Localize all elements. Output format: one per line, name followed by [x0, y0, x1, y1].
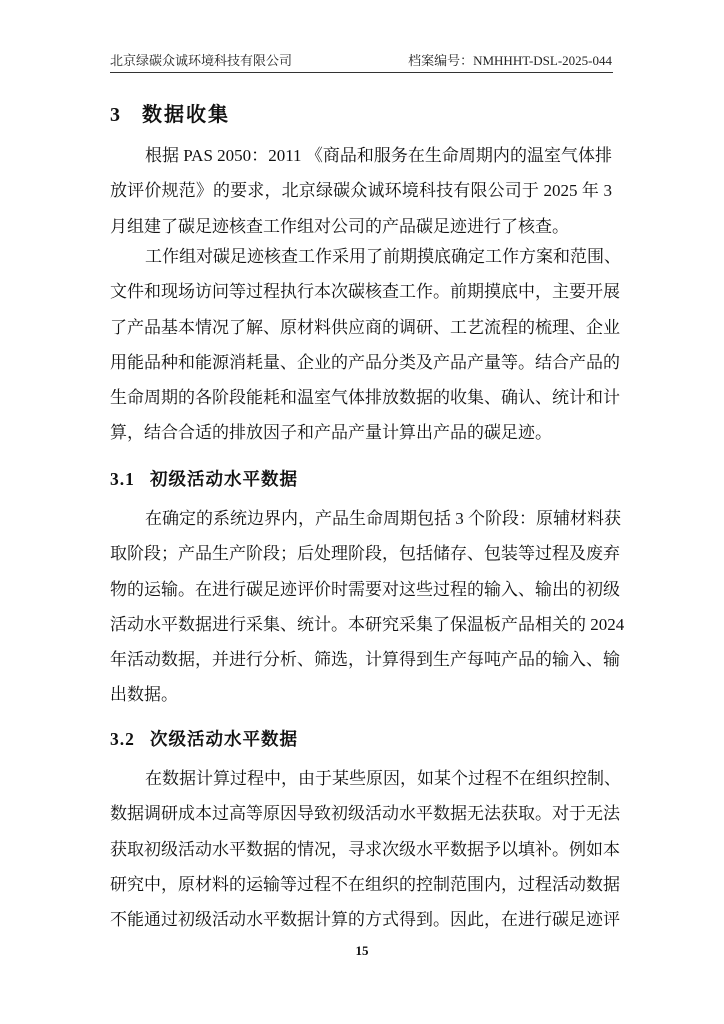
- section-number: 3.2: [110, 729, 135, 749]
- text-line: 算，结合合适的排放因子和产品产量计算出产品的碳足迹。: [110, 423, 552, 443]
- section-title: 初级活动水平数据: [150, 469, 298, 489]
- paragraph-4: [110, 761, 621, 937]
- section-title: 数据收集: [142, 104, 230, 126]
- text-line: 放评价规范》的要求，北京绿碳众诚环境科技有限公司于 2025 年 3: [110, 181, 612, 201]
- text-line: 在数据计算过程中，由于某些原因，如某个过程不在组织控制、: [145, 769, 621, 788]
- text-line: 物的运输。在进行碳足迹评价时需要对这些过程的输入、输出的初级: [110, 579, 620, 599]
- paragraph-2: [110, 239, 621, 451]
- text-line: 获取初级活动水平数据的情况，寻求次级水平数据予以填补。例如本: [110, 839, 620, 859]
- text-line: 生命周期的各阶段能耗和温室气体排放数据的收集、确认、统计和计: [110, 388, 620, 408]
- text-line: 研究中，原材料的运输等过程不在组织的控制范围内，过程活动数据: [110, 874, 620, 894]
- text-line: 在确定的系统边界内，产品生命周期包括 3 个阶段：原辅材料获: [145, 509, 621, 528]
- text-line: 不能通过初级活动水平数据计算的方式得到。因此，在进行碳足迹评: [110, 910, 620, 930]
- text-line: 出数据。: [110, 685, 178, 705]
- text-line: 年活动数据，并进行分析、筛选，计算得到生产每吨产品的输入、输: [110, 650, 620, 670]
- text-line: 根据 PAS 2050：2011 《商品和服务在生命周期内的温室气体排: [145, 146, 612, 165]
- header-archive-number: 档案编号：NMHHHT-DSL-2025-044: [408, 53, 612, 68]
- paragraph-3: [110, 501, 625, 713]
- section-3-heading: [110, 98, 230, 127]
- section-title: 次级活动水平数据: [150, 729, 298, 749]
- page-number: 15: [355, 943, 369, 958]
- text-line: 文件和现场访问等过程执行本次碳核查工作。前期摸底中，主要开展: [110, 282, 620, 302]
- text-line: 活动水平数据进行采集、统计。本研究采集了保温板产品相关的 2024: [110, 614, 625, 634]
- text-line: 数据调研成本过高等原因导致初级活动水平数据无法获取。对于无法: [110, 804, 620, 824]
- section-3-2-heading: [110, 726, 298, 751]
- section-number: 3: [110, 104, 122, 126]
- header-rule: [110, 72, 613, 73]
- text-line: 工作组对碳足迹核查工作采用了前期摸底确定工作方案和范围、: [145, 247, 621, 266]
- paragraph-1: [110, 138, 612, 244]
- section-3-1-heading: [110, 466, 298, 491]
- header-company: 北京绿碳众诚环境科技有限公司: [110, 53, 293, 68]
- text-line: 取阶段；产品生产阶段；后处理阶段，包括储存、包装等过程及废弃: [110, 544, 620, 564]
- text-line: 月组建了碳足迹核查工作组对公司的产品碳足迹进行了核查。: [110, 216, 569, 236]
- section-number: 3.1: [110, 469, 135, 489]
- text-line: 了产品基本情况了解、原材料供应商的调研、工艺流程的梳理、企业: [110, 317, 620, 337]
- text-line: 用能品种和能源消耗量、企业的产品分类及产品产量等。结合产品的: [110, 352, 620, 372]
